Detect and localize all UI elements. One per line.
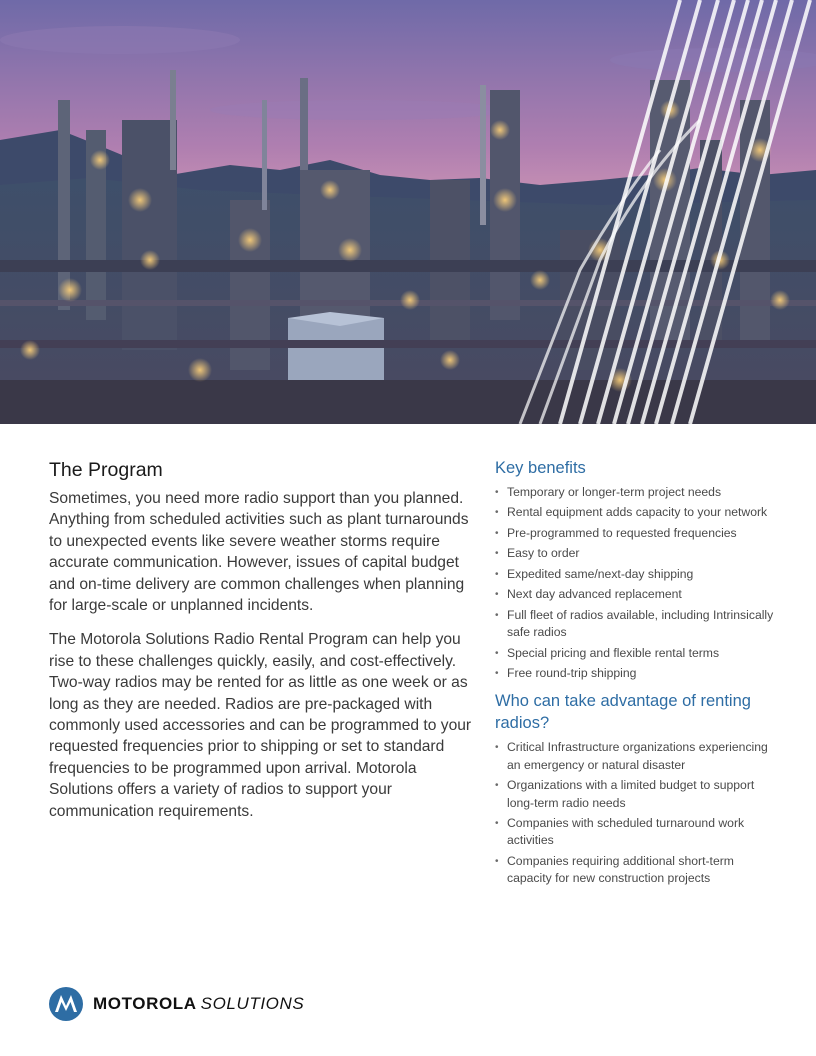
motorola-batwing-icon <box>49 987 83 1021</box>
benefit-item: • Full fleet of radios available, including Intrinsically safe radios <box>495 607 775 642</box>
benefit-item: • Expedited same/next-day shipping <box>495 566 775 583</box>
who-item: • Organizations with a limited budget to support long-term radio needs <box>495 777 775 812</box>
brand-light: SOLUTIONS <box>200 994 305 1013</box>
brand-name <box>93 994 304 1014</box>
footer-logo <box>49 986 304 1022</box>
benefit-item: • Free round-trip shipping <box>495 665 775 682</box>
benefits-title: Key benefits <box>495 459 586 477</box>
who-item: • Companies with scheduled turnaround work activities <box>495 815 775 850</box>
program-section <box>49 458 474 835</box>
hero-image <box>0 0 816 424</box>
benefit-item: • Pre-programmed to requested frequencies <box>495 525 775 542</box>
benefit-item: • Rental equipment adds capacity to your network <box>495 504 775 521</box>
benefit-item: • Special pricing and flexible rental terms <box>495 645 775 662</box>
benefit-item: • Next day advanced replacement <box>495 586 775 603</box>
who-item: • Critical Infrastructure organizations experiencing an emergency or natural disaster <box>495 739 775 774</box>
brand-bold: MOTOROLA <box>93 994 197 1013</box>
who-title: Who can take advantage of renting radios? <box>495 692 751 733</box>
benefit-item: • Easy to order <box>495 545 775 562</box>
benefits-list <box>495 484 775 682</box>
program-title: The Program <box>49 459 163 481</box>
refinery-photo <box>0 0 816 424</box>
program-paragraph-2: The Motorola Solutions Radio Rental Program can help you rise to these challenges quickly, easily, and cost-effectively. Two-way radios may be rented for as little as one week or as long as they are needed. Radios are pre-packaged with commonly used accessories and can be programmed to your requested frequencies prior to shipping or set to standard frequencies to be programmed upon arrival. Motorola Solutions offers a variety of radios to support your communication requirements. <box>49 631 472 820</box>
who-item: • Companies requiring additional short-term capacity for new construction projects <box>495 853 775 888</box>
who-list <box>495 739 775 887</box>
program-paragraph-1: Sometimes, you need more radio support than you planned. Anything from scheduled activities such as plant turnarounds to unexpected events like severe weather storms require accurate communication. However, issues of capital budget and on-time delivery are common challenges when planning for large-scale or unplanned incidents. <box>49 490 469 615</box>
sidebar <box>495 457 775 891</box>
benefit-item: • Temporary or longer-term project needs <box>495 484 775 501</box>
